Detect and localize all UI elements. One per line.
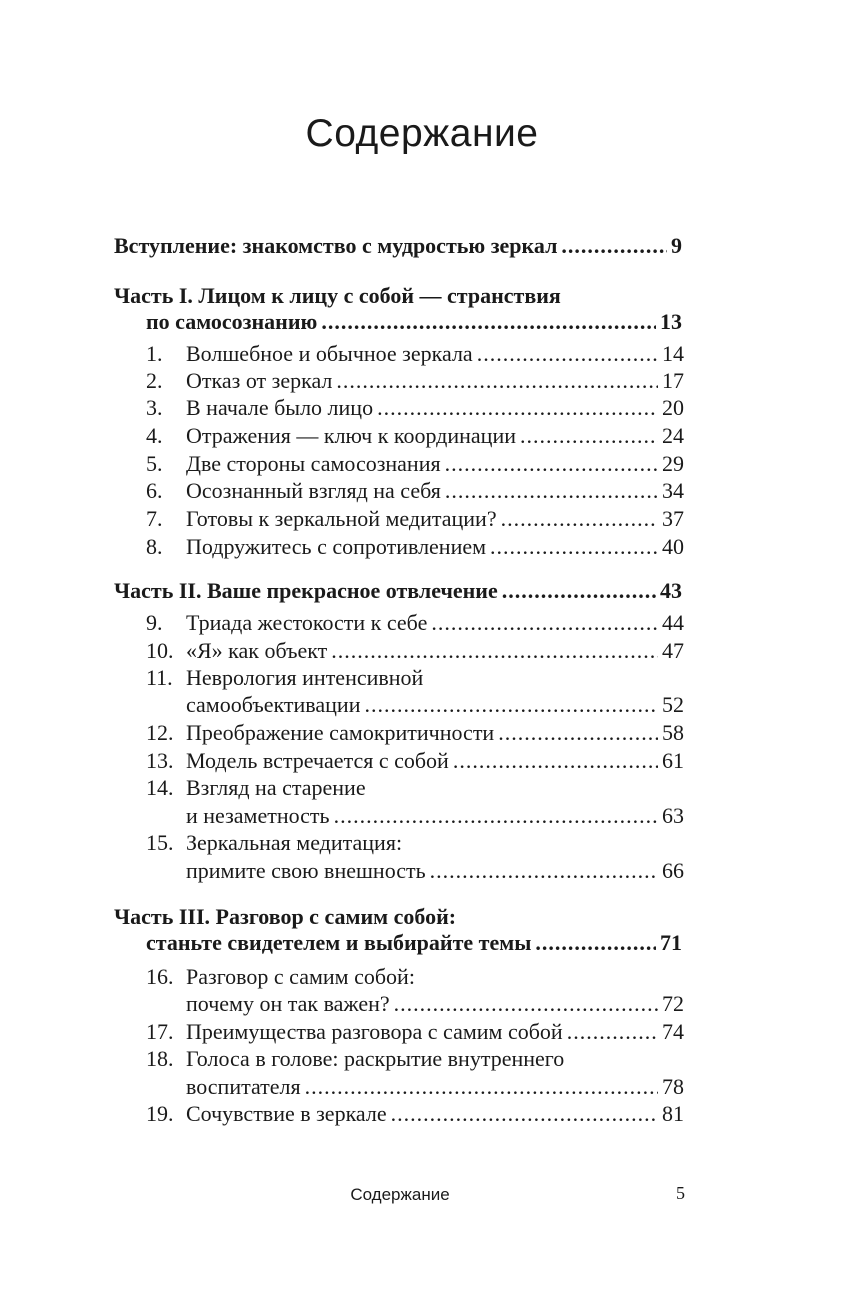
dot-leader	[498, 718, 658, 748]
chapter-number: 16.	[146, 964, 174, 989]
toc-chapter	[146, 449, 684, 479]
chapter-title: Отказ от зеркал	[186, 368, 333, 393]
toc-entry-text: Часть I. Лицом к лицу с собой — странствия	[114, 283, 561, 308]
toc-entry-intro	[114, 231, 682, 261]
page-title: Содержание	[305, 112, 539, 155]
toc-page-number: 24	[662, 423, 684, 448]
toc-page-number: 34	[662, 478, 684, 503]
toc-page-number: 66	[662, 858, 684, 883]
toc-page-number: 58	[662, 720, 684, 745]
dot-leader	[431, 608, 658, 638]
chapter-title: Неврология интенсивной	[186, 665, 424, 690]
dot-leader	[453, 746, 658, 776]
toc-page-number: 63	[662, 803, 684, 828]
toc-chapter	[146, 608, 684, 638]
toc-page-number: 29	[662, 451, 684, 476]
dot-leader	[520, 421, 658, 451]
running-footer-title: Содержание	[350, 1185, 450, 1204]
chapter-title: Отражения — ключ к координации	[186, 423, 516, 448]
toc-chapter-cont	[186, 989, 684, 1019]
toc-chapter	[146, 476, 684, 506]
chapter-title: Сочувствие в зеркале	[186, 1101, 387, 1126]
toc-chapter	[146, 718, 684, 748]
chapter-title: Готовы к зеркальной медитации?	[186, 506, 497, 531]
toc-page-number: 14	[662, 341, 684, 366]
toc-chapter	[146, 1044, 564, 1074]
toc-page-number: 61	[662, 748, 684, 773]
toc-chapter	[146, 636, 684, 666]
toc-chapter	[146, 746, 684, 776]
toc-page-number: 52	[662, 692, 684, 717]
toc-page-number: 37	[662, 506, 684, 531]
chapter-number: 3.	[146, 395, 163, 420]
dot-leader	[477, 339, 658, 369]
dot-leader	[445, 449, 658, 479]
toc-chapter-cont	[186, 801, 684, 831]
toc-chapter	[146, 828, 402, 858]
toc-chapter	[146, 663, 423, 693]
chapter-number: 2.	[146, 368, 163, 393]
chapter-title: Модель встречается с собой	[186, 748, 449, 773]
toc-chapter	[146, 773, 366, 803]
chapter-number: 8.	[146, 534, 163, 559]
dot-leader	[490, 532, 658, 562]
chapter-number: 18.	[146, 1046, 174, 1071]
dot-leader	[305, 1072, 658, 1102]
chapter-title: и незаметность	[186, 803, 330, 828]
chapter-title: самообъективации	[186, 692, 361, 717]
chapter-title: В начале было лицо	[186, 395, 374, 420]
dot-leader	[445, 476, 658, 506]
dot-leader	[331, 636, 658, 666]
toc-chapter	[146, 504, 684, 534]
chapter-title: Зеркальная медитация:	[186, 830, 403, 855]
dot-leader	[561, 231, 667, 261]
toc-chapter-cont	[186, 1072, 684, 1102]
toc-entry-text: станьте свидетелем и выбирайте темы	[146, 930, 532, 955]
chapter-number: 10.	[146, 638, 174, 663]
toc-page-number: 72	[662, 991, 684, 1016]
toc-chapter	[146, 1017, 684, 1047]
toc-chapter	[146, 366, 684, 396]
chapter-title: Взгляд на старение	[186, 775, 366, 800]
toc-part-3-title-cont	[146, 928, 682, 958]
dot-leader	[334, 801, 658, 831]
dot-leader	[501, 504, 658, 534]
chapter-title: воспитателя	[186, 1074, 301, 1099]
toc-page-number: 74	[662, 1019, 684, 1044]
toc-page-number: 47	[662, 638, 684, 663]
chapter-title: Волшебное и обычное зеркала	[186, 341, 473, 366]
toc-page-number: 44	[662, 610, 684, 635]
toc-entry-text: Часть III. Разговор с самим собой:	[114, 904, 457, 929]
chapter-title: Разговор с самим собой:	[186, 964, 415, 989]
toc-page-number: 9	[671, 233, 682, 258]
chapter-number: 15.	[146, 830, 174, 855]
dot-leader	[336, 366, 658, 396]
toc-chapter	[146, 1099, 684, 1129]
dot-leader	[321, 307, 656, 337]
chapter-title: «Я» как объект	[186, 638, 328, 663]
chapter-number: 4.	[146, 423, 163, 448]
toc-page-number: 20	[662, 395, 684, 420]
toc-chapter	[146, 962, 415, 992]
chapter-number: 13.	[146, 748, 174, 773]
chapter-number: 14.	[146, 775, 174, 800]
chapter-number: 5.	[146, 451, 163, 476]
toc-entry-text: Вступление: знакомство с мудростью зеркал	[114, 233, 558, 258]
dot-leader	[394, 989, 658, 1019]
dot-leader	[430, 856, 658, 886]
toc-part-1-title-cont	[146, 307, 682, 337]
chapter-title: Голоса в голове: раскрытие внутреннего	[186, 1046, 565, 1071]
page-number: 5	[676, 1183, 685, 1203]
chapter-title: Осознанный взгляд на себя	[186, 478, 441, 503]
dot-leader	[535, 928, 656, 958]
chapter-title: примите свою внешность	[186, 858, 426, 883]
chapter-number: 12.	[146, 720, 174, 745]
chapter-title: Две стороны самосознания	[186, 451, 441, 476]
toc-chapter	[146, 339, 684, 369]
chapter-title: Преимущества разговора с самим собой	[186, 1019, 563, 1044]
toc-page-number: 78	[662, 1074, 684, 1099]
toc-page-number: 13	[660, 309, 682, 334]
dot-leader	[377, 393, 658, 423]
chapter-number: 19.	[146, 1101, 174, 1126]
toc-chapter-cont	[186, 690, 684, 720]
chapter-number: 7.	[146, 506, 163, 531]
chapter-number: 11.	[146, 665, 173, 690]
toc-chapter-cont	[186, 856, 684, 886]
toc-part-2-title	[114, 576, 682, 606]
toc-page-number: 71	[660, 930, 682, 955]
toc-page-number: 40	[662, 534, 684, 559]
toc-page-number: 81	[662, 1101, 684, 1126]
chapter-number: 6.	[146, 478, 163, 503]
toc-chapter	[146, 421, 684, 451]
chapter-title: Преображение самокритичности	[186, 720, 495, 745]
chapter-number: 9.	[146, 610, 163, 635]
toc-page-number: 43	[660, 578, 682, 603]
chapter-number: 17.	[146, 1019, 174, 1044]
chapter-number: 1.	[146, 341, 163, 366]
dot-leader	[391, 1099, 658, 1129]
chapter-title: почему он так важен?	[186, 991, 390, 1016]
toc-entry-text: по самосознанию	[146, 309, 318, 334]
dot-leader	[567, 1017, 658, 1047]
dot-leader	[364, 690, 658, 720]
toc-entry-text: Часть II. Ваше прекрасное отвлечение	[114, 578, 498, 603]
toc-chapter	[146, 393, 684, 423]
toc-chapter	[146, 532, 684, 562]
toc-page-number: 17	[662, 368, 684, 393]
chapter-title: Триада жестокости к себе	[186, 610, 428, 635]
dot-leader	[502, 576, 656, 606]
chapter-title: Подружитесь с сопротивлением	[186, 534, 487, 559]
